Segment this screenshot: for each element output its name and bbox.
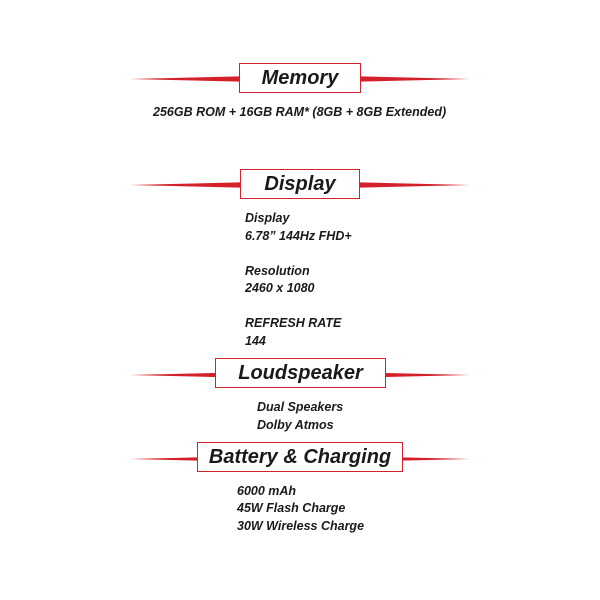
loudspeaker-spec-line: Dolby Atmos: [257, 418, 334, 432]
battery-spec-line: 30W Wireless Charge: [237, 519, 365, 533]
resolution-label: Resolution: [245, 264, 310, 278]
memory-spec-line: 256GB ROM + 16GB RAM* (8GB + 8GB Extended): [153, 105, 447, 119]
display-heading: Display: [240, 169, 360, 199]
battery-heading: Battery & Charging: [197, 442, 403, 472]
resolution-value: 2460 x 1080: [245, 281, 315, 295]
memory-heading: Memory: [239, 63, 361, 93]
battery-spec-line: 45W Flash Charge: [237, 501, 346, 515]
battery-spec-line: 6000 mAh: [237, 484, 297, 498]
display-value: 6.78” 144Hz FHD+: [245, 229, 352, 243]
display-label: Display: [245, 211, 290, 225]
refresh-rate-value: 144: [245, 334, 266, 348]
refresh-rate-label: REFRESH RATE: [245, 316, 342, 330]
loudspeaker-heading: Loudspeaker: [215, 358, 386, 388]
loudspeaker-spec-line: Dual Speakers: [257, 400, 344, 414]
